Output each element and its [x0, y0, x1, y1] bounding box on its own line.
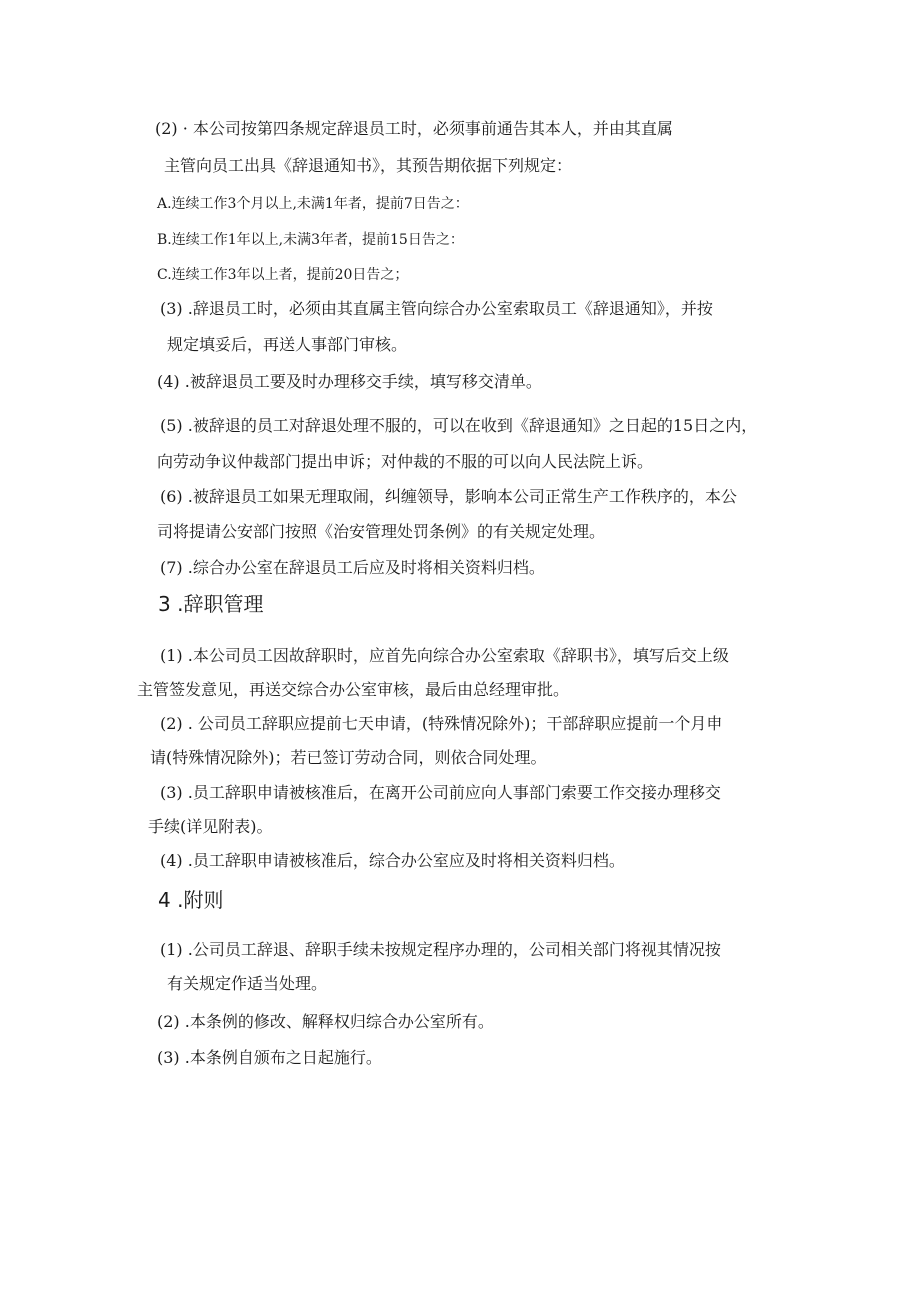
- supplementary-3-line-1: (3) .本条例自颁布之日起施行。: [157, 1048, 382, 1067]
- resignation-4-line-1: (4) .员工辞职申请被核准后，综合办公室应及时将相关资料归档。: [160, 851, 625, 870]
- resignation-2-line-1: (2) . 公司员工辞职应提前七天申请，(特殊情况除外)；干部辞职应提前一个月申: [160, 714, 723, 733]
- section-heading-supplementary: 4 .附则: [158, 888, 224, 912]
- supplementary-2-line-1: (2) .本条例的修改、解释权归综合办公室所有。: [157, 1012, 494, 1031]
- resignation-1-line-2: 主管签发意见，再送交综合办公室审核，最后由总经理审批。: [137, 680, 570, 699]
- resignation-3-line-1: (3) .员工辞职申请被核准后，在离开公司前应向人事部门索要工作交接办理移交: [160, 783, 721, 802]
- section-heading-resignation: 3 .辞职管理: [158, 592, 264, 616]
- supplementary-1-line-1: (1) .公司员工辞退、辞职手续未按规定程序办理的，公司相关部门将视其情况按: [160, 940, 721, 959]
- paragraph-7-line-1: (7) .综合办公室在辞退员工后应及时将相关资料归档。: [160, 558, 545, 577]
- paragraph-6-line-2: 司将提请公安部门按照《治安管理处罚条例》的有关规定处理。: [157, 522, 606, 541]
- paragraph-3-line-2: 规定填妥后，再送人事部门审核。: [167, 335, 408, 354]
- list-item-c: C.连续工作3年以上者，提前20日告之；: [157, 267, 409, 283]
- paragraph-2-line-1: (2) · 本公司按第四条规定辞退员工时，必须事前通告其本人，并由其直属: [155, 119, 673, 138]
- paragraph-3-line-1: (3) .辞退员工时，必须由其直属主管向综合办公室索取员工《辞退通知》，并按: [160, 299, 713, 318]
- list-item-b: B.连续工作1年以上,未满3年者，提前15日告之：: [157, 232, 464, 248]
- paragraph-2-line-2: 主管向员工出具《辞退通知书》，其预告期依据下列规定：: [164, 156, 573, 175]
- list-item-a: A.连续工作3个月以上,未满1年者，提前7日告之：: [157, 196, 469, 212]
- resignation-3-line-2: 手续(详见附表)。: [148, 817, 273, 836]
- resignation-1-line-1: (1) .本公司员工因故辞职时，应首先向综合办公室索取《辞职书》，填写后交上级: [160, 646, 729, 665]
- paragraph-5-line-2: 向劳动争议仲裁部门提出申诉；对仲裁的不服的可以向人民法院上诉。: [157, 452, 654, 471]
- paragraph-4-line-1: (4) .被辞退员工要及时办理移交手续，填写移交清单。: [157, 372, 542, 391]
- paragraph-6-line-1: (6) .被辞退员工如果无理取闹，纠缠领导，影响本公司正常生产工作秩序的，本公: [160, 487, 737, 506]
- supplementary-1-line-2: 有关规定作适当处理。: [167, 974, 328, 993]
- paragraph-5-line-1: (5) .被辞退的员工对辞退处理不服的，可以在收到《辞退通知》之日起的15日之内，: [160, 416, 758, 435]
- resignation-2-line-2: 请(特殊情况除外)；若已签订劳动合同，则依合同处理。: [150, 748, 547, 767]
